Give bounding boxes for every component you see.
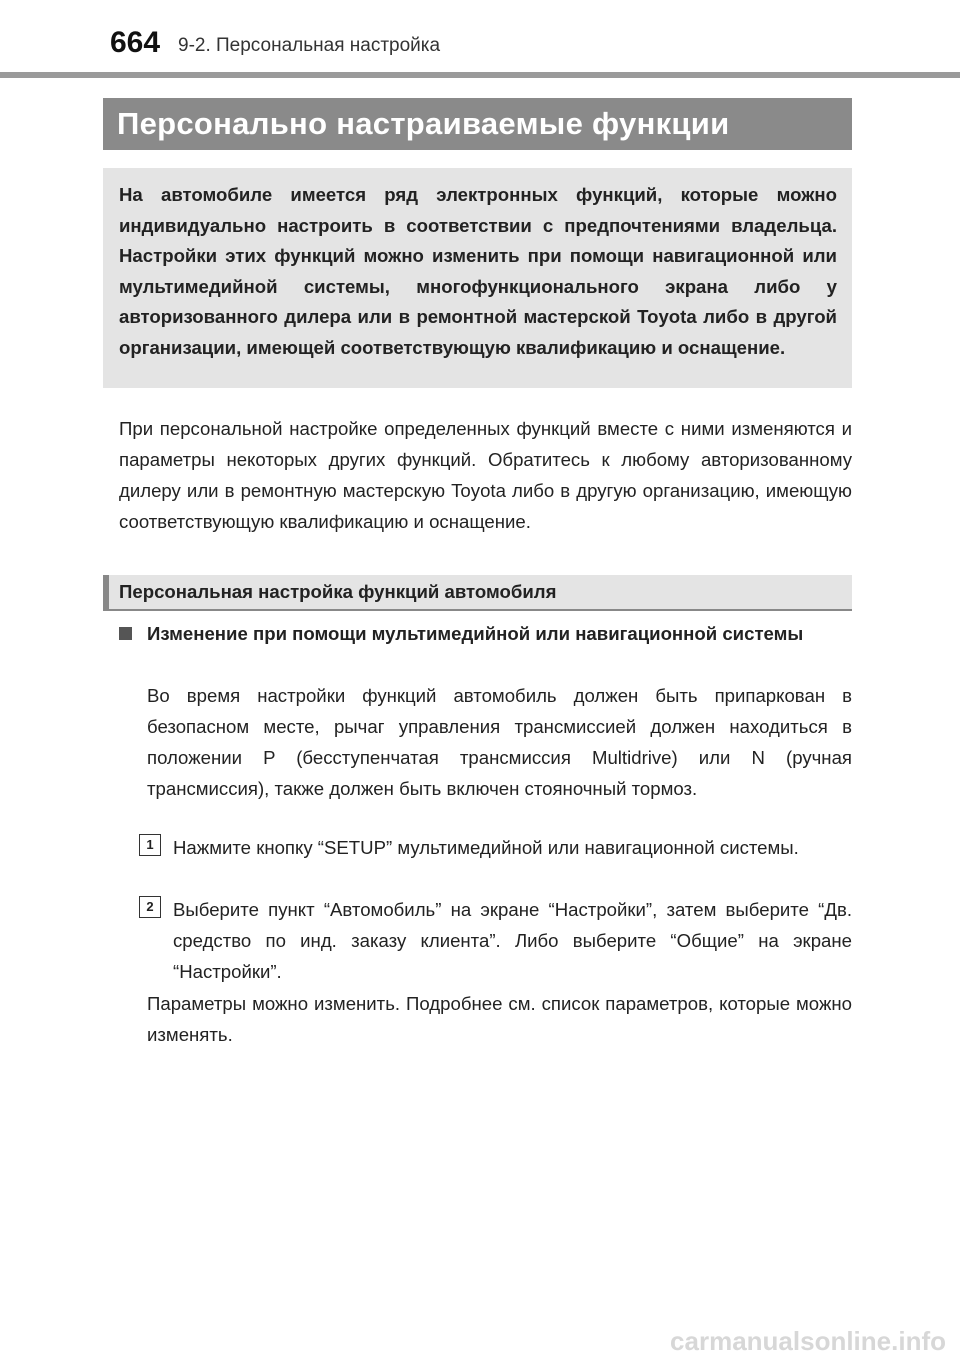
page-header bbox=[0, 0, 960, 82]
section-header-text: Персональная настройка функций автомобиля bbox=[119, 581, 557, 602]
section-header bbox=[103, 575, 852, 609]
watermark: carmanualsonline.info bbox=[670, 1326, 946, 1356]
page-title: Персонально настраиваемые функции bbox=[103, 98, 852, 150]
header-divider bbox=[0, 72, 960, 78]
page-number: 664 bbox=[110, 26, 161, 59]
intro-box bbox=[103, 168, 852, 388]
section-header-rule bbox=[103, 609, 852, 611]
intro-text: На автомобиле имеется ряд электронных функций, которые можно индивидуально настроить в соответствии с предпочтениями владельца. Настройки этих функций можно изменить при помощи навигационной или мультимедийной системы, многофункционального экрана либо у авторизованного дилера или в ремонтной мастерской Toyota либо в другой организации, имеющей соответствующую квалификацию и оснащение. bbox=[119, 184, 837, 358]
step-text: Выберите пункт “Автомобиль” на экране “Настройки”, затем выберите “Дв. средство по инд. заказу клиента”. Либо выберите “Общие” на экране “Настройки”. bbox=[173, 899, 852, 982]
section-breadcrumb: 9-2. Персональная настройка bbox=[178, 35, 441, 56]
subsection-description: Во время настройки функций автомобиль должен быть припаркован в безопасном месте, рычаг управления трансмиссией должен находиться в положении P (бесступенчатая трансмиссия Multidrive) или N (ручная трансмиссия), также должен быть включен стояночный тормоз. bbox=[147, 685, 852, 799]
step-1 bbox=[147, 832, 852, 863]
square-bullet-icon bbox=[119, 627, 132, 640]
paragraph-1: При персональной настройке определенных функций вместе с ними изменяются и параметры некоторых других функций. Обратитесь к любому авторизованному дилеру или в ремонтную мастерскую Toyota либо в другую организацию, имеющую соответствующую квалификацию и оснащение. bbox=[119, 418, 852, 532]
section-header-accent bbox=[103, 575, 109, 609]
step-number-badge: 1 bbox=[139, 834, 161, 856]
step-2 bbox=[147, 894, 852, 987]
subsection-heading bbox=[119, 618, 852, 649]
closing-paragraph: Параметры можно изменить. Подробнее см. список параметров, которые можно изменять. bbox=[147, 993, 852, 1045]
step-text: Нажмите кнопку “SETUP” мультимедийной или навигационной системы. bbox=[173, 837, 799, 858]
subsection-title: Изменение при помощи мультимедийной или навигационной системы bbox=[147, 623, 804, 644]
step-number-badge: 2 bbox=[139, 896, 161, 918]
